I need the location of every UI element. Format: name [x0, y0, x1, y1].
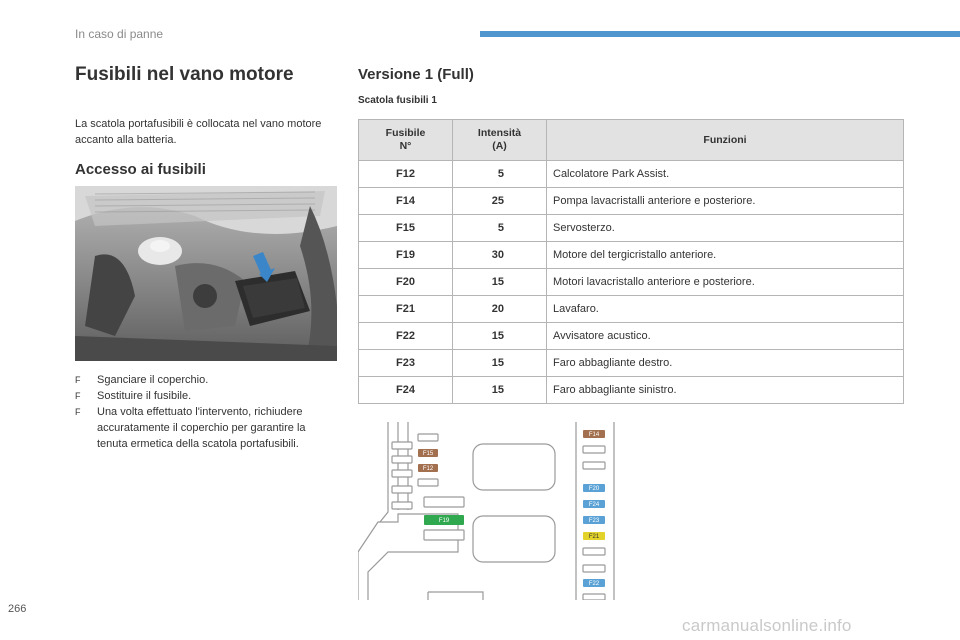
- svg-text:F14: F14: [588, 432, 600, 438]
- col-amperage: Intensità (A): [453, 120, 547, 161]
- table-header-row: [359, 120, 904, 161]
- table-row: F12 5 Calcolatore Park Assist.: [359, 161, 904, 188]
- list-item: F Sostituire il fusibile.: [75, 390, 192, 402]
- table-row: F22 15 Avvisatore acustico.: [359, 323, 904, 350]
- col-functions: Funzioni: [547, 120, 904, 161]
- list-item: F Una volta effettuato l'intervento, richiudere accuratamente il coperchio per garantire la tenuta ermetica della scatola portafusibili.: [75, 406, 306, 450]
- col-fuse: Fusibile N°: [359, 120, 453, 161]
- page-title: Fusibili nel vano motore: [75, 64, 294, 85]
- table-row: F14 25 Pompa lavacristalli anteriore e posteriore.: [359, 188, 904, 215]
- version-heading: Versione 1 (Full): [358, 66, 474, 83]
- bullet-glyph: F: [75, 391, 81, 401]
- page-number: 266: [8, 603, 27, 615]
- svg-text:F12: F12: [422, 466, 434, 472]
- table-row: F23 15 Faro abbagliante destro.: [359, 350, 904, 377]
- svg-text:F19: F19: [438, 518, 450, 524]
- bullet-glyph: F: [75, 375, 81, 385]
- svg-text:F21: F21: [588, 534, 600, 540]
- fuse-box-heading: Scatola fusibili 1: [358, 95, 437, 106]
- table-row: F21 20 Lavafaro.: [359, 296, 904, 323]
- table-row: F20 15 Motori lavacristallo anteriore e posteriore.: [359, 269, 904, 296]
- fuse-box-diagram: [358, 422, 618, 600]
- list-item: F Sganciare il coperchio.: [75, 374, 209, 386]
- table-row: F19 30 Motore del tergicristallo anteriore.: [359, 242, 904, 269]
- access-heading: Accesso ai fusibili: [75, 161, 206, 178]
- fuse-table: [358, 119, 904, 404]
- svg-text:F15: F15: [422, 451, 434, 457]
- table-row: F24 15 Faro abbagliante sinistro.: [359, 377, 904, 404]
- intro-paragraph: La scatola portafusibili è collocata nel vano motore accanto alla batteria.: [75, 118, 322, 146]
- header-accent-bar: [480, 31, 960, 37]
- bullet-glyph: F: [75, 407, 81, 417]
- svg-text:F23: F23: [588, 518, 600, 524]
- svg-text:F24: F24: [588, 502, 600, 508]
- table-row: F15 5 Servosterzo.: [359, 215, 904, 242]
- steps-list: [75, 372, 337, 452]
- svg-text:F20: F20: [588, 486, 600, 492]
- engine-bay-photo: [75, 186, 337, 361]
- svg-text:F22: F22: [588, 581, 600, 587]
- section-title: In caso di panne: [75, 27, 164, 41]
- watermark: carmanualsonline.info: [682, 616, 852, 635]
